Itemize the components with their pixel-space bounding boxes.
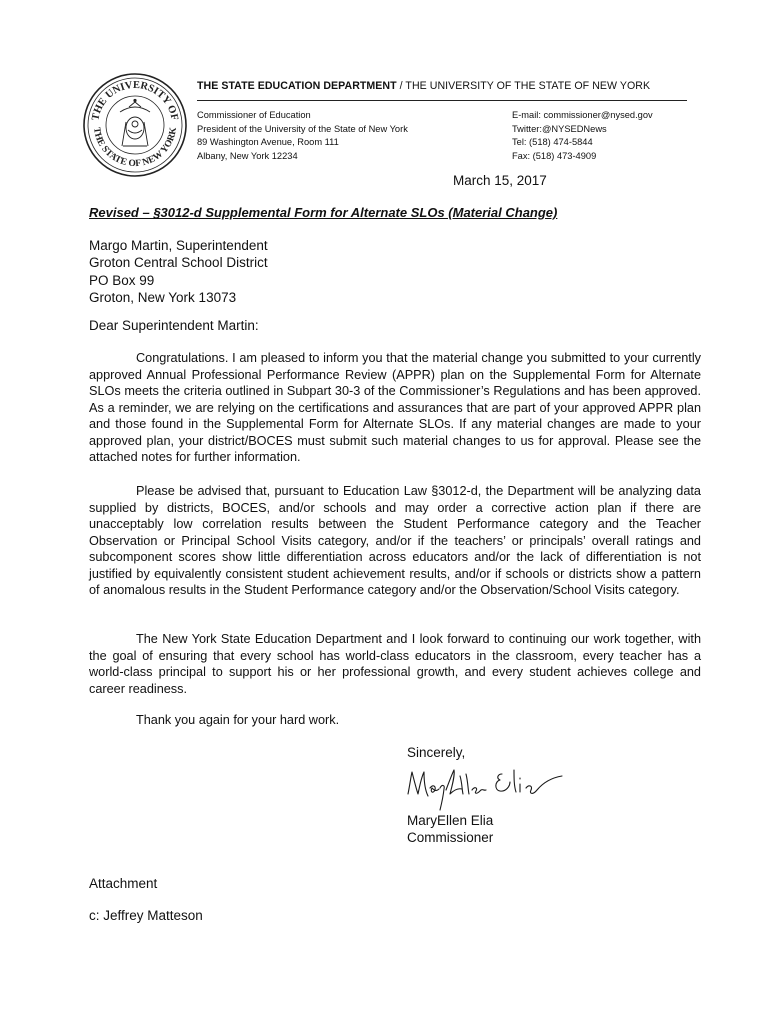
- closing: Sincerely,: [407, 745, 466, 760]
- letterhead-divider: [197, 100, 687, 101]
- signer-block: [407, 812, 493, 846]
- seal-text-bottom: THE STATE OF NEW YORK: [91, 126, 180, 170]
- paragraph-text: The New York State Education Department and I look forward to continuing our work together, with the goal of ensuring that every school has world-class educators in the classroom, every teacher has a world-class principal to support his or her professional growth, and every student achieves college and career readiness.: [89, 632, 701, 696]
- body-paragraph-2: [89, 483, 701, 599]
- attachment-note: Attachment: [89, 876, 158, 891]
- office-line: Commissioner of Education: [197, 110, 311, 120]
- contact-phone: Tel: (518) 474-5844: [512, 137, 593, 147]
- contact-fax: Fax: (518) 473-4909: [512, 150, 597, 161]
- paragraph-text: Thank you again for your hard work.: [136, 713, 340, 727]
- department-title: [197, 80, 650, 92]
- contact-info: [512, 109, 653, 163]
- paragraph-text: Congratulations. I am pleased to inform you that the material change you submitted to your currently approved Annual Professional Performance Review (APPR) plan on the Supplemental Form for Alternate SLOs meets the criteria outlined in Subpart 30-3 of the Commissioner’s Regulations and has been approved. As a reminder, we are relying on the certifications and assurances that are part of your approved APPR plan and those found in the Supplemental Form for Alternate SLOs. If any material changes are made to your approved plan, your district/BOCES must submit such material changes to us for approval. Please see the attached notes for further information.: [89, 351, 701, 464]
- contact-twitter: Twitter:@NYSEDNews: [512, 123, 607, 134]
- salutation: Dear Superintendent Martin:: [89, 318, 259, 333]
- state-seal-icon: [82, 72, 188, 178]
- office-line: Albany, New York 12234: [197, 150, 298, 161]
- signer-name: MaryEllen Elia: [407, 813, 494, 828]
- recipient-line: Groton Central School District: [89, 255, 268, 271]
- letter-date: March 15, 2017: [453, 173, 547, 188]
- recipient-address: [89, 237, 268, 306]
- handwritten-signature: [402, 764, 572, 814]
- office-line: 89 Washington Avenue, Room 111: [197, 137, 339, 147]
- signer-title: Commissioner: [407, 830, 494, 845]
- recipient-line: Margo Martin, Superintendent: [89, 238, 268, 253]
- department-name: THE STATE EDUCATION DEPARTMENT: [197, 80, 397, 92]
- office-address: [197, 109, 408, 163]
- cc-line: c: Jeffrey Matteson: [89, 908, 203, 923]
- seal-text-top: THE UNIVERSITY OF: [90, 79, 180, 122]
- body-paragraph-3: [89, 631, 701, 697]
- paragraph-text: Please be advised that, pursuant to Education Law §3012-d, the Department will be analyzing data supplied by districts, BOCES, and/or schools and may order a corrective action plan if there are unacceptably low correlation results between the Student Performance category and the Teacher Observation or Principal School Visits category, and/or if the teachers’ or principals’ overall ratings and subcomponent scores show little differentiation across educators and/or the lack of differentiation is not justified by equivalently consistent student achievement results, and/or if schools or districts show a pattern of anomalous results in the Student Performance category and/or the Observation/School Visits category.: [89, 484, 701, 597]
- university-name: / THE UNIVERSITY OF THE STATE OF NEW YORK: [396, 80, 651, 92]
- body-paragraph-4: [89, 712, 701, 729]
- recipient-line: Groton, New York 13073: [89, 289, 237, 305]
- recipient-line: PO Box 99: [89, 272, 155, 288]
- body-paragraph-1: [89, 350, 701, 466]
- contact-email: E-mail: commissioner@nysed.gov: [512, 110, 653, 120]
- office-line: President of the University of the State of New York: [197, 123, 408, 134]
- letter-subject: Revised – §3012-d Supplemental Form for Alternate SLOs (Material Change): [89, 205, 558, 220]
